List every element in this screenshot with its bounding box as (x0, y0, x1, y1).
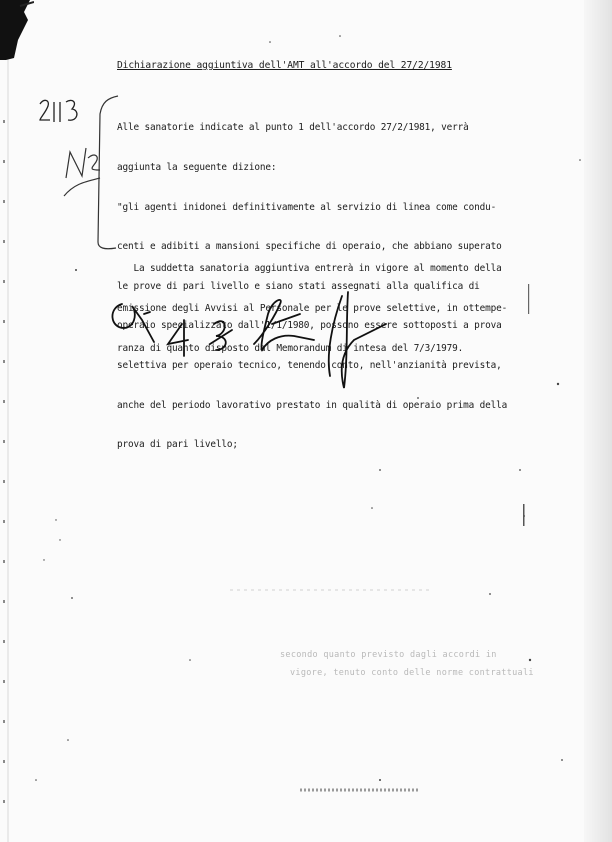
text-line: ranza di quanto disposto dal Memorandum di intesa del 7/3/1979. (117, 342, 464, 354)
scan-corner-mark (0, 0, 34, 60)
binding-edge (0, 0, 32, 842)
text-line: "gli agenti inidonei definitivamente al servizio di linea come condu- (117, 201, 497, 213)
text-line: La suddetta sanatoria aggiuntiva entrerà in vigore al momento della (117, 263, 502, 275)
text-line: selettiva per operaio tecnico, tenendo conto, nell'anzianità prevista, (117, 360, 502, 372)
text-line: operaio specializzato dall'1/1/1980, possono essere sottoposti a prova (117, 320, 502, 332)
page-right-shadow (584, 0, 612, 842)
text-line: Alle sanatorie indicate al punto 1 dell'accordo 27/2/1981, verrà (117, 122, 469, 134)
text-line: emissione degli Avvisi al Personale per le prove selettive, in ottempe- (117, 303, 508, 315)
handwritten-number-2113 (38, 96, 88, 126)
text-line: le prove di pari livello e siano stati assegnati alla qualifica di (117, 280, 480, 292)
faint-show-through-line: vigore, tenuto conto delle norme contrattuali (290, 668, 534, 678)
faint-show-through-line: secondo quanto previsto dagli accordi in (280, 650, 497, 660)
handwritten-side-mark (60, 138, 104, 202)
text-line: centi e adibiti a mansioni specifiche di operaio, che abbiano superato (117, 241, 502, 253)
text-line: prova di pari livello; (117, 439, 238, 451)
signatures (104, 284, 404, 396)
document-title: Dichiarazione aggiuntiva dell'AMT all'accordo del 27/2/1981 (117, 60, 452, 71)
text-line: anche del periodo lavorativo prestato in qualità di operaio prima della (117, 399, 508, 411)
text-line: aggiunta la seguente dizione: (117, 162, 277, 174)
